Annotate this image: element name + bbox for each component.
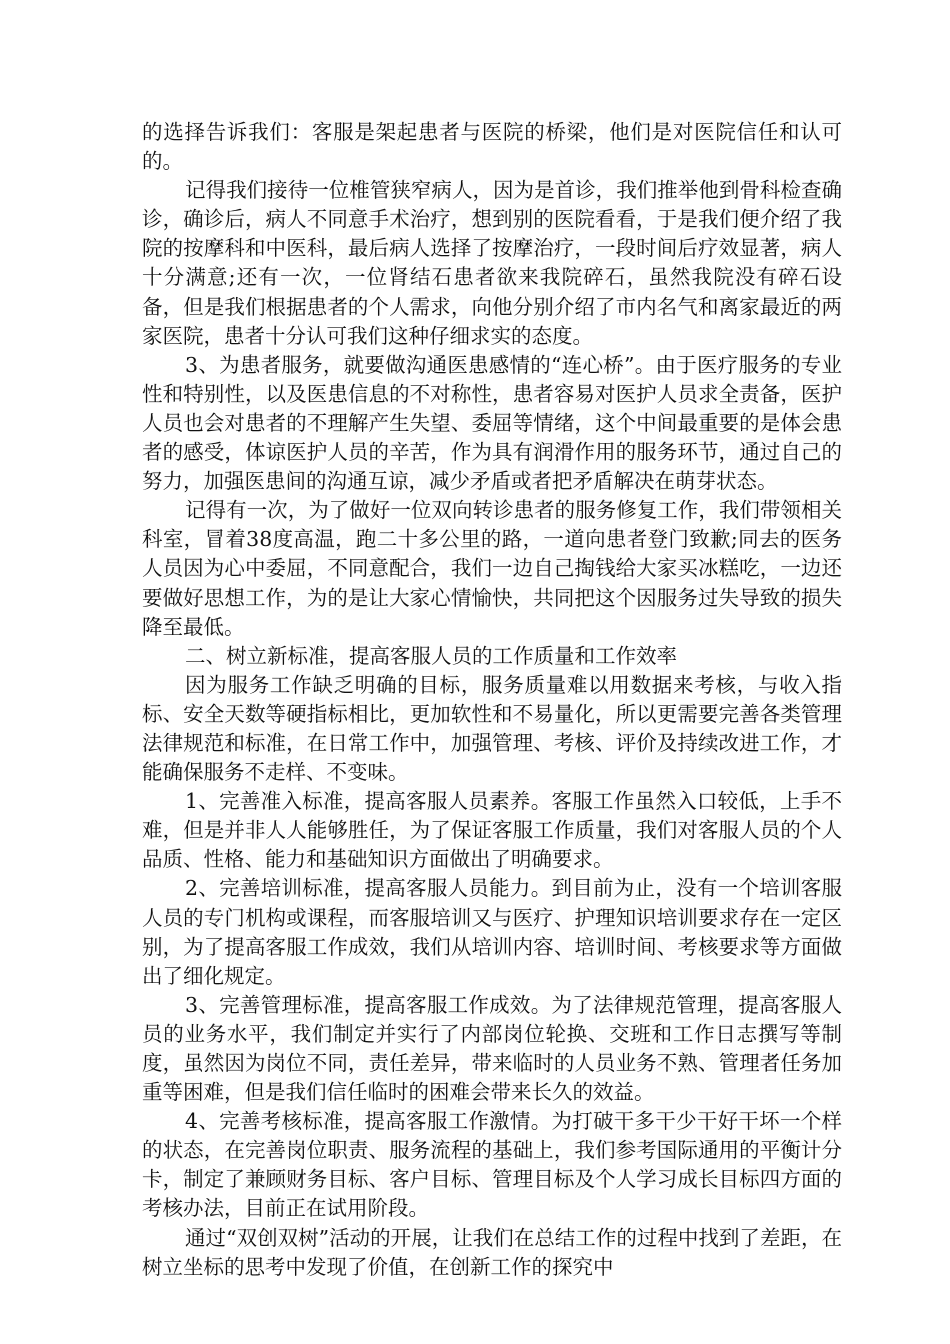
paragraph: 通过“双创双树”活动的开展，让我们在总结工作的过程中找到了差距，在树立坐标的思考中发现了价值，在创新工作的探究中 (142, 1225, 842, 1279)
paragraph: 1、完善准入标准，提高客服人员素养。客服工作虽然入口较低，上手不难，但是并非人人能够胜任，为了保证客服工作质量，我们对客服人员的个人品质、性格、能力和基础知识方面做出了明确要求。 (142, 789, 842, 872)
paragraph: 4、完善考核标准，提高客服工作激情。为打破干多干少干好干坏一个样的状态，在完善岗位职责、服务流程的基础上，我们参考国际通用的平衡计分卡，制定了兼顾财务目标、客户目标、管理目标及个人学习成长目标四方面的考核办法，目前正在试用阶段。 (142, 1109, 842, 1221)
paragraph: 因为服务工作缺乏明确的目标，服务质量难以用数据来考核，与收入指标、安全天数等硬指标相比，更加软性和不易量化，所以更需要完善各类管理法律规范和标准，在日常工作中，加强管理、考核、评价及持续改进工作，才能确保服务不走样、不变味。 (142, 672, 842, 785)
paragraph: 3、为患者服务，就要做沟通医患感情的“连心桥”。由于医疗服务的专业性和特别性，以及医患信息的不对称性，患者容易对医护人员求全责备，医护人员也会对患者的不理解产生失望、委屈等情绪，这个中间最重要的是体会患者的感受，体谅医护人员的辛苦，作为具有润滑作用的服务环节，通过自己的努力，加强医患间的沟通互谅，减少矛盾或者把矛盾解决在萌芽状态。 (142, 352, 842, 494)
paragraph: 2、完善培训标准，提高客服人员能力。到目前为止，没有一个培训客服人员的专门机构或课程，而客服培训又与医疗、护理知识培训要求存在一定区别，为了提高客服工作成效，我们从培训内容、培训时间、考核要求等方面做出了细化规定。 (142, 876, 842, 988)
paragraph: 的选择告诉我们：客服是架起患者与医院的桥梁，他们是对医院信任和认可的。 (142, 120, 842, 174)
document-body (142, 118, 842, 1282)
paragraph: 记得有一次，为了做好一位双向转诊患者的服务修复工作，我们带领相关科室，冒着38度高温，跑二十多公里的路，一道向患者登门致歉;同去的医务人员因为心中委屈，不同意配合，我们一边自己掏钱给大家买冰糕吃，一边还要做好思想工作，为的是让大家心情愉快，共同把这个因服务过失导致的损失降至最低。 (142, 498, 842, 639)
paragraph: 记得我们接待一位椎管狭窄病人，因为是首诊，我们推举他到骨科检查确诊，确诊后，病人不同意手术治疗，想到别的医院看看，于是我们便介绍了我院的按摩科和中医科，最后病人选择了按摩治疗，一段时间后疗效显著，病人十分满意;还有一次，一位肾结石患者欲来我院碎石，虽然我院没有碎石设备，但是我们根据患者的个人需求，向他分别介绍了市内名气和离家最近的两家医院，患者十分认可我们这种仔细求实的态度。 (142, 178, 842, 348)
paragraph: 3、完善管理标准，提高客服工作成效。为了法律规范管理，提高客服人员的业务水平，我们制定并实行了内部岗位轮换、交班和工作日志撰写等制度，虽然因为岗位不同，责任差异，带来临时的人员业务不熟、管理者任务加重等困难，但是我们信任临时的困难会带来长久的效益。 (142, 992, 842, 1105)
section-heading: 二、树立新标准，提高客服人员的工作质量和工作效率 (185, 643, 678, 668)
